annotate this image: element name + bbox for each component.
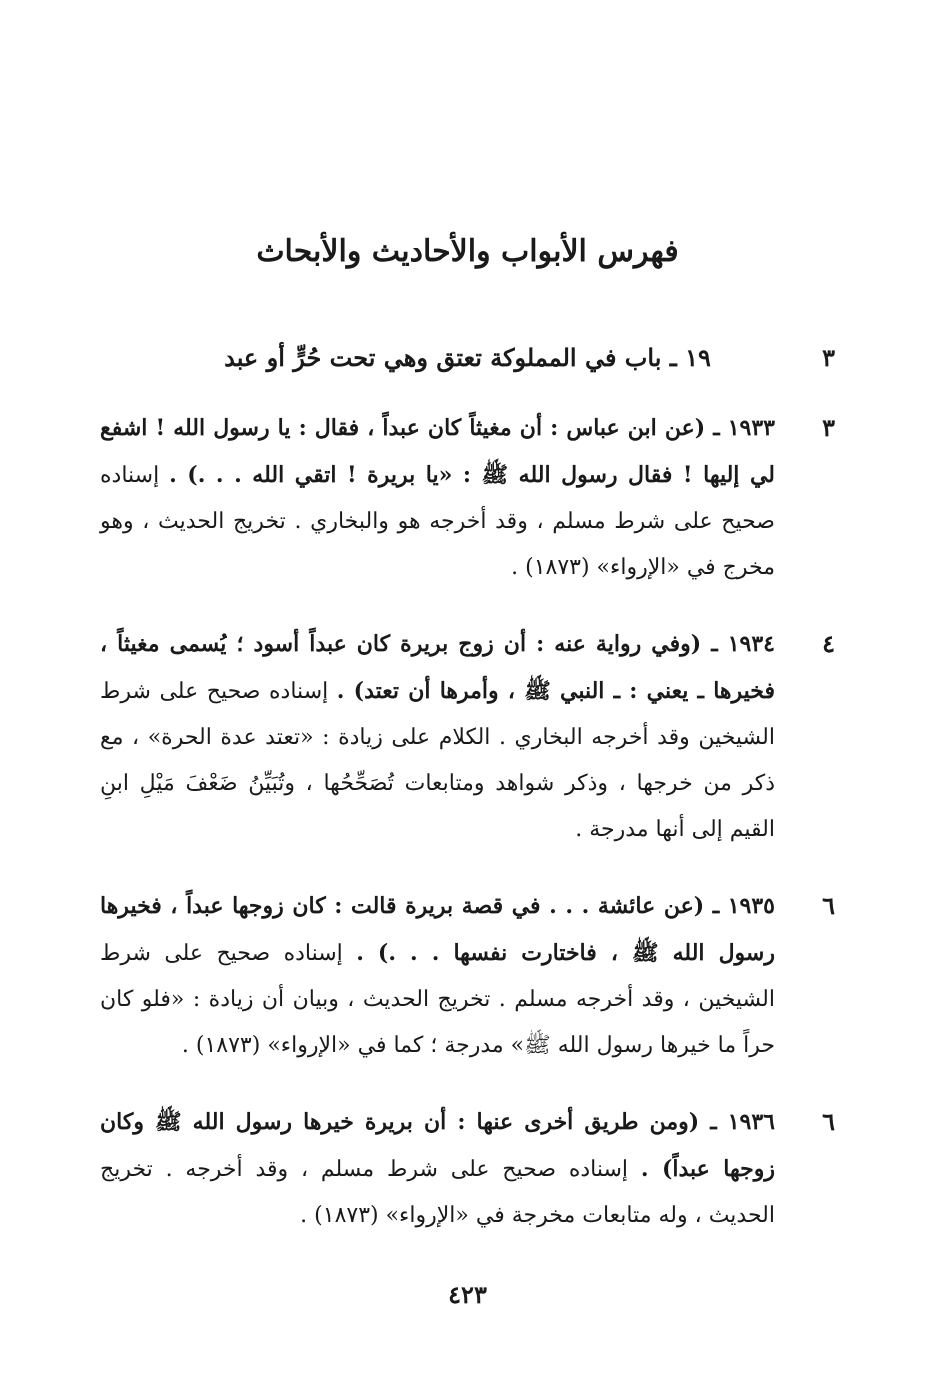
entry-page-number: ٣ xyxy=(822,413,835,442)
entry-page-number: ٣ xyxy=(822,343,835,372)
hadith-commentary: إسناده صحيح على شرط مسلم ، وقد أخرجه . تخريج الحديث ، وله متابعات مخرجة في «الإرواء» (١٨٧٣) . xyxy=(100,1157,775,1228)
entry-page-number: ٦ xyxy=(822,1107,835,1136)
hadith-commentary: إسناده صحيح على شرط الشيخين وقد أخرجه البخاري . الكلام على زيادة : «تعتد عدة الحرة» ، مع ذكر من خرجها ، وذكر شواهد ومتابعات تُصَحِّحُها ، وتُبَيِّنُ ضَعْفَ مَيْلِ ابنِ القيم إلى أنها مدرجة . xyxy=(100,679,775,842)
chapter-heading-entry xyxy=(100,335,835,381)
entry-text xyxy=(100,405,775,591)
hadith-commentary: إسناده صحيح على شرط الشيخين ، وقد أخرجه مسلم . تخريج الحديث ، وبيان أن زيادة : «فلو كان حراً ما خيرها رسول الله ﷺ» مدرجة ؛ كما في «الإرواء» (١٨٧٣) . xyxy=(100,941,775,1058)
page-title: فهرس الأبواب والأحاديث والأبحاث xyxy=(256,234,679,269)
hadith-text: ١٩٣٣ ـ (عن ابن عباس : أن مغيثاً كان عبداً ، فقال : يا رسول الله ! اشفع لي إليها ! فقال رسول الله ﷺ : «يا بريرة ! اتقي الله . . .) . xyxy=(100,415,775,488)
hadith-entry xyxy=(100,621,835,853)
hadith-text: ١٩٣٥ ـ (عن عائشة . . . في قصة بريرة قالت : كان زوجها عبداً ، فخيرها رسول الله ﷺ ، فاختارت نفسها . . .) . xyxy=(100,893,775,966)
hadith-text: ١٩٣٦ ـ (ومن طريق أخرى عنها : أن بريرة خيرها رسول الله ﷺ وكان زوجها عبداً) . xyxy=(100,1109,775,1182)
entry-text xyxy=(100,1099,775,1239)
entry-page-number: ٦ xyxy=(822,891,835,920)
entry-text xyxy=(100,621,775,853)
hadith-entry xyxy=(100,883,835,1069)
entry-text xyxy=(100,883,775,1069)
hadith-text: ١٩٣٤ ـ (وفي رواية عنه : أن زوج بريرة كان عبداً أسود ؛ يُسمى مغيثاً ، فخيرها ـ يعني : ـ النبي ﷺ ، وأمرها أن تعتد) . xyxy=(100,631,775,704)
hadith-commentary: إسناده صحيح على شرط مسلم ، وقد أخرجه هو والبخاري . تخريج الحديث ، وهو مخرج في «الإرواء» (١٨٧٣) . xyxy=(100,463,775,580)
index-entries xyxy=(100,335,835,1269)
entry-page-number: ٤ xyxy=(822,629,835,658)
hadith-entry xyxy=(100,1099,835,1239)
hadith-entry xyxy=(100,405,835,591)
page-number: ٤٢٣ xyxy=(448,1280,487,1309)
chapter-heading: ١٩ ـ باب في المملوكة تعتق وهي تحت حُرٍّ أو عبد xyxy=(224,343,711,372)
